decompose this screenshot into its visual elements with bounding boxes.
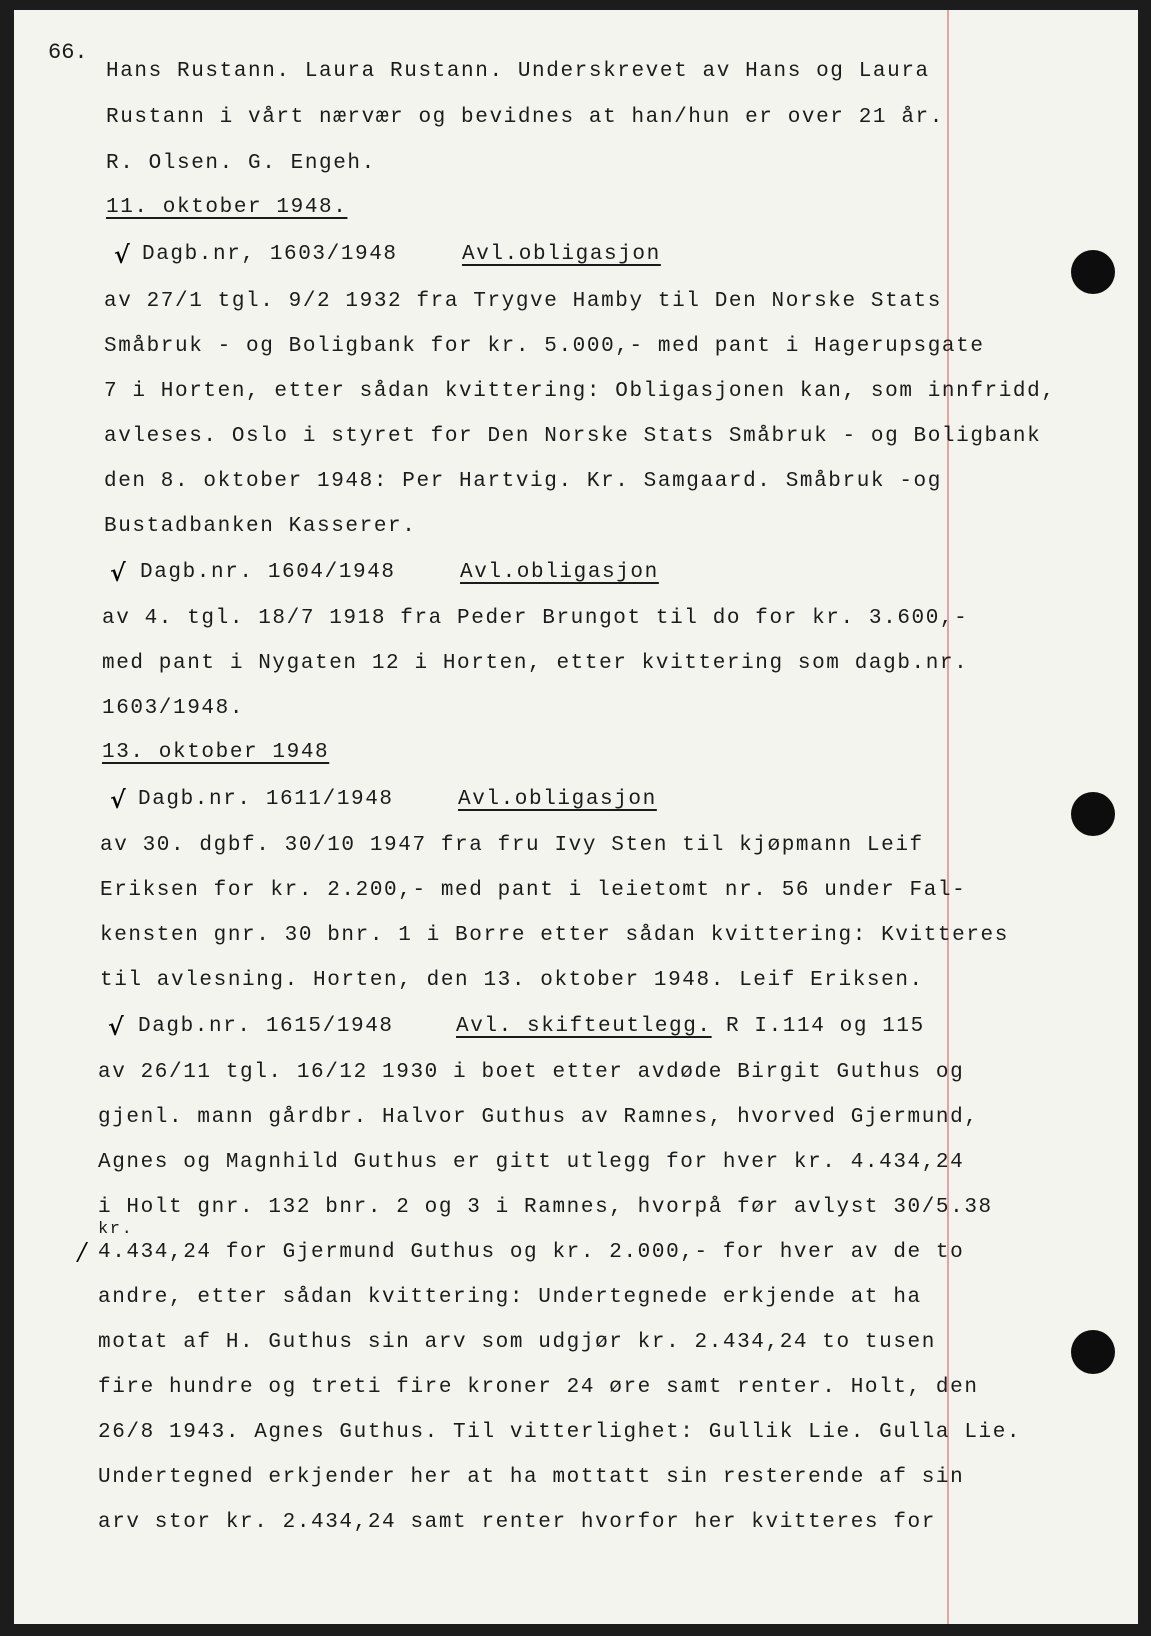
entry-type: Avl. skifteutlegg.	[456, 1015, 712, 1038]
text-line: 7 i Horten, etter sådan kvittering: Obligasjonen kan, som innfridd,	[104, 380, 1056, 403]
punch-hole-top	[1071, 250, 1115, 294]
text-line: 26/8 1943. Agnes Guthus. Til vitterlighet: Gullik Lie. Gulla Lie.	[98, 1421, 1022, 1444]
text-line: av 26/11 tgl. 16/12 1930 i boet etter avdøde Birgit Guthus og	[98, 1061, 965, 1084]
check-mark: √	[110, 558, 126, 587]
punch-hole-middle	[1071, 792, 1115, 836]
entry-type: Avl.obligasjon	[458, 788, 657, 811]
text-line: fire hundre og treti fire kroner 24 øre samt renter. Holt, den	[98, 1376, 979, 1399]
entry-type: Avl.obligasjon	[462, 243, 661, 266]
date-heading: 13. oktober 1948	[102, 741, 330, 764]
text-line: andre, etter sådan kvittering: Undertegnede erkjende at ha	[98, 1286, 922, 1309]
text-line: arv stor kr. 2.434,24 samt renter hvorfor her kvitteres for	[98, 1511, 936, 1534]
text-line: gjenl. mann gårdbr. Halvor Guthus av Ramnes, hvorved Gjermund,	[98, 1106, 979, 1129]
text-line: av 4. tgl. 18/7 1918 fra Peder Brungot til do for kr. 3.600,-	[102, 607, 969, 630]
text-line: Eriksen for kr. 2.200,- med pant i leietomt nr. 56 under Fal-	[100, 879, 967, 902]
text-line: Agnes og Magnhild Guthus er gitt utlegg for hver kr. 4.434,24	[98, 1151, 965, 1174]
text-line: Hans Rustann. Laura Rustann. Underskrevet av Hans og Laura	[106, 60, 930, 83]
text-line: Småbruk - og Boligbank for kr. 5.000,- med pant i Hagerupsgate	[104, 335, 985, 358]
text-line: motat af H. Guthus sin arv som udgjør kr. 2.434,24 to tusen	[98, 1331, 936, 1354]
text-line: til avlesning. Horten, den 13. oktober 1948. Leif Eriksen.	[100, 969, 924, 992]
text-line: kr.	[98, 1220, 134, 1239]
text-line: den 8. oktober 1948: Per Hartvig. Kr. Samgaard. Småbruk -og	[104, 470, 942, 493]
ledger-page	[14, 10, 1138, 1624]
slash-mark: /	[78, 1238, 87, 1266]
text-line: Undertegned erkjender her at ha mottatt sin resterende af sin	[98, 1466, 965, 1489]
check-mark: √	[110, 785, 126, 814]
date-heading: 11. oktober 1948.	[106, 196, 348, 219]
text-line: med pant i Nygaten 12 i Horten, etter kvittering som dagb.nr.	[102, 652, 969, 675]
punch-hole-bottom	[1071, 1330, 1115, 1374]
text-line: 1603/1948.	[102, 697, 245, 720]
register-reference: R I.114 og 115	[726, 1015, 925, 1038]
entry-number: Dagb.nr. 1615/1948	[138, 1015, 394, 1038]
check-mark: √	[114, 240, 130, 269]
text-line: av 30. dgbf. 30/10 1947 fra fru Ivy Sten til kjøpmann Leif	[100, 834, 924, 857]
text-line: avleses. Oslo i styret for Den Norske Stats Småbruk - og Boligbank	[104, 425, 1042, 448]
text-line: Rustann i vårt nærvær og bevidnes at han/hun er over 21 år.	[106, 106, 944, 129]
entry-number: Dagb.nr, 1603/1948	[142, 243, 398, 266]
check-mark: √	[108, 1012, 124, 1041]
text-line: Bustadbanken Kasserer.	[104, 515, 417, 538]
text-line: 4.434,24 for Gjermund Guthus og kr. 2.000,- for hver av de to	[98, 1241, 965, 1264]
text-line: kensten gnr. 30 bnr. 1 i Borre etter sådan kvittering: Kvitteres	[100, 924, 1009, 947]
entry-type: Avl.obligasjon	[460, 561, 659, 584]
entry-number: Dagb.nr. 1611/1948	[138, 788, 394, 811]
text-line: av 27/1 tgl. 9/2 1932 fra Trygve Hamby til Den Norske Stats	[104, 290, 942, 313]
text-line: R. Olsen. G. Engeh.	[106, 152, 376, 175]
entry-number: Dagb.nr. 1604/1948	[140, 561, 396, 584]
text-line: i Holt gnr. 132 bnr. 2 og 3 i Ramnes, hvorpå før avlyst 30/5.38	[98, 1196, 993, 1219]
page-number: 66.	[48, 40, 88, 65]
